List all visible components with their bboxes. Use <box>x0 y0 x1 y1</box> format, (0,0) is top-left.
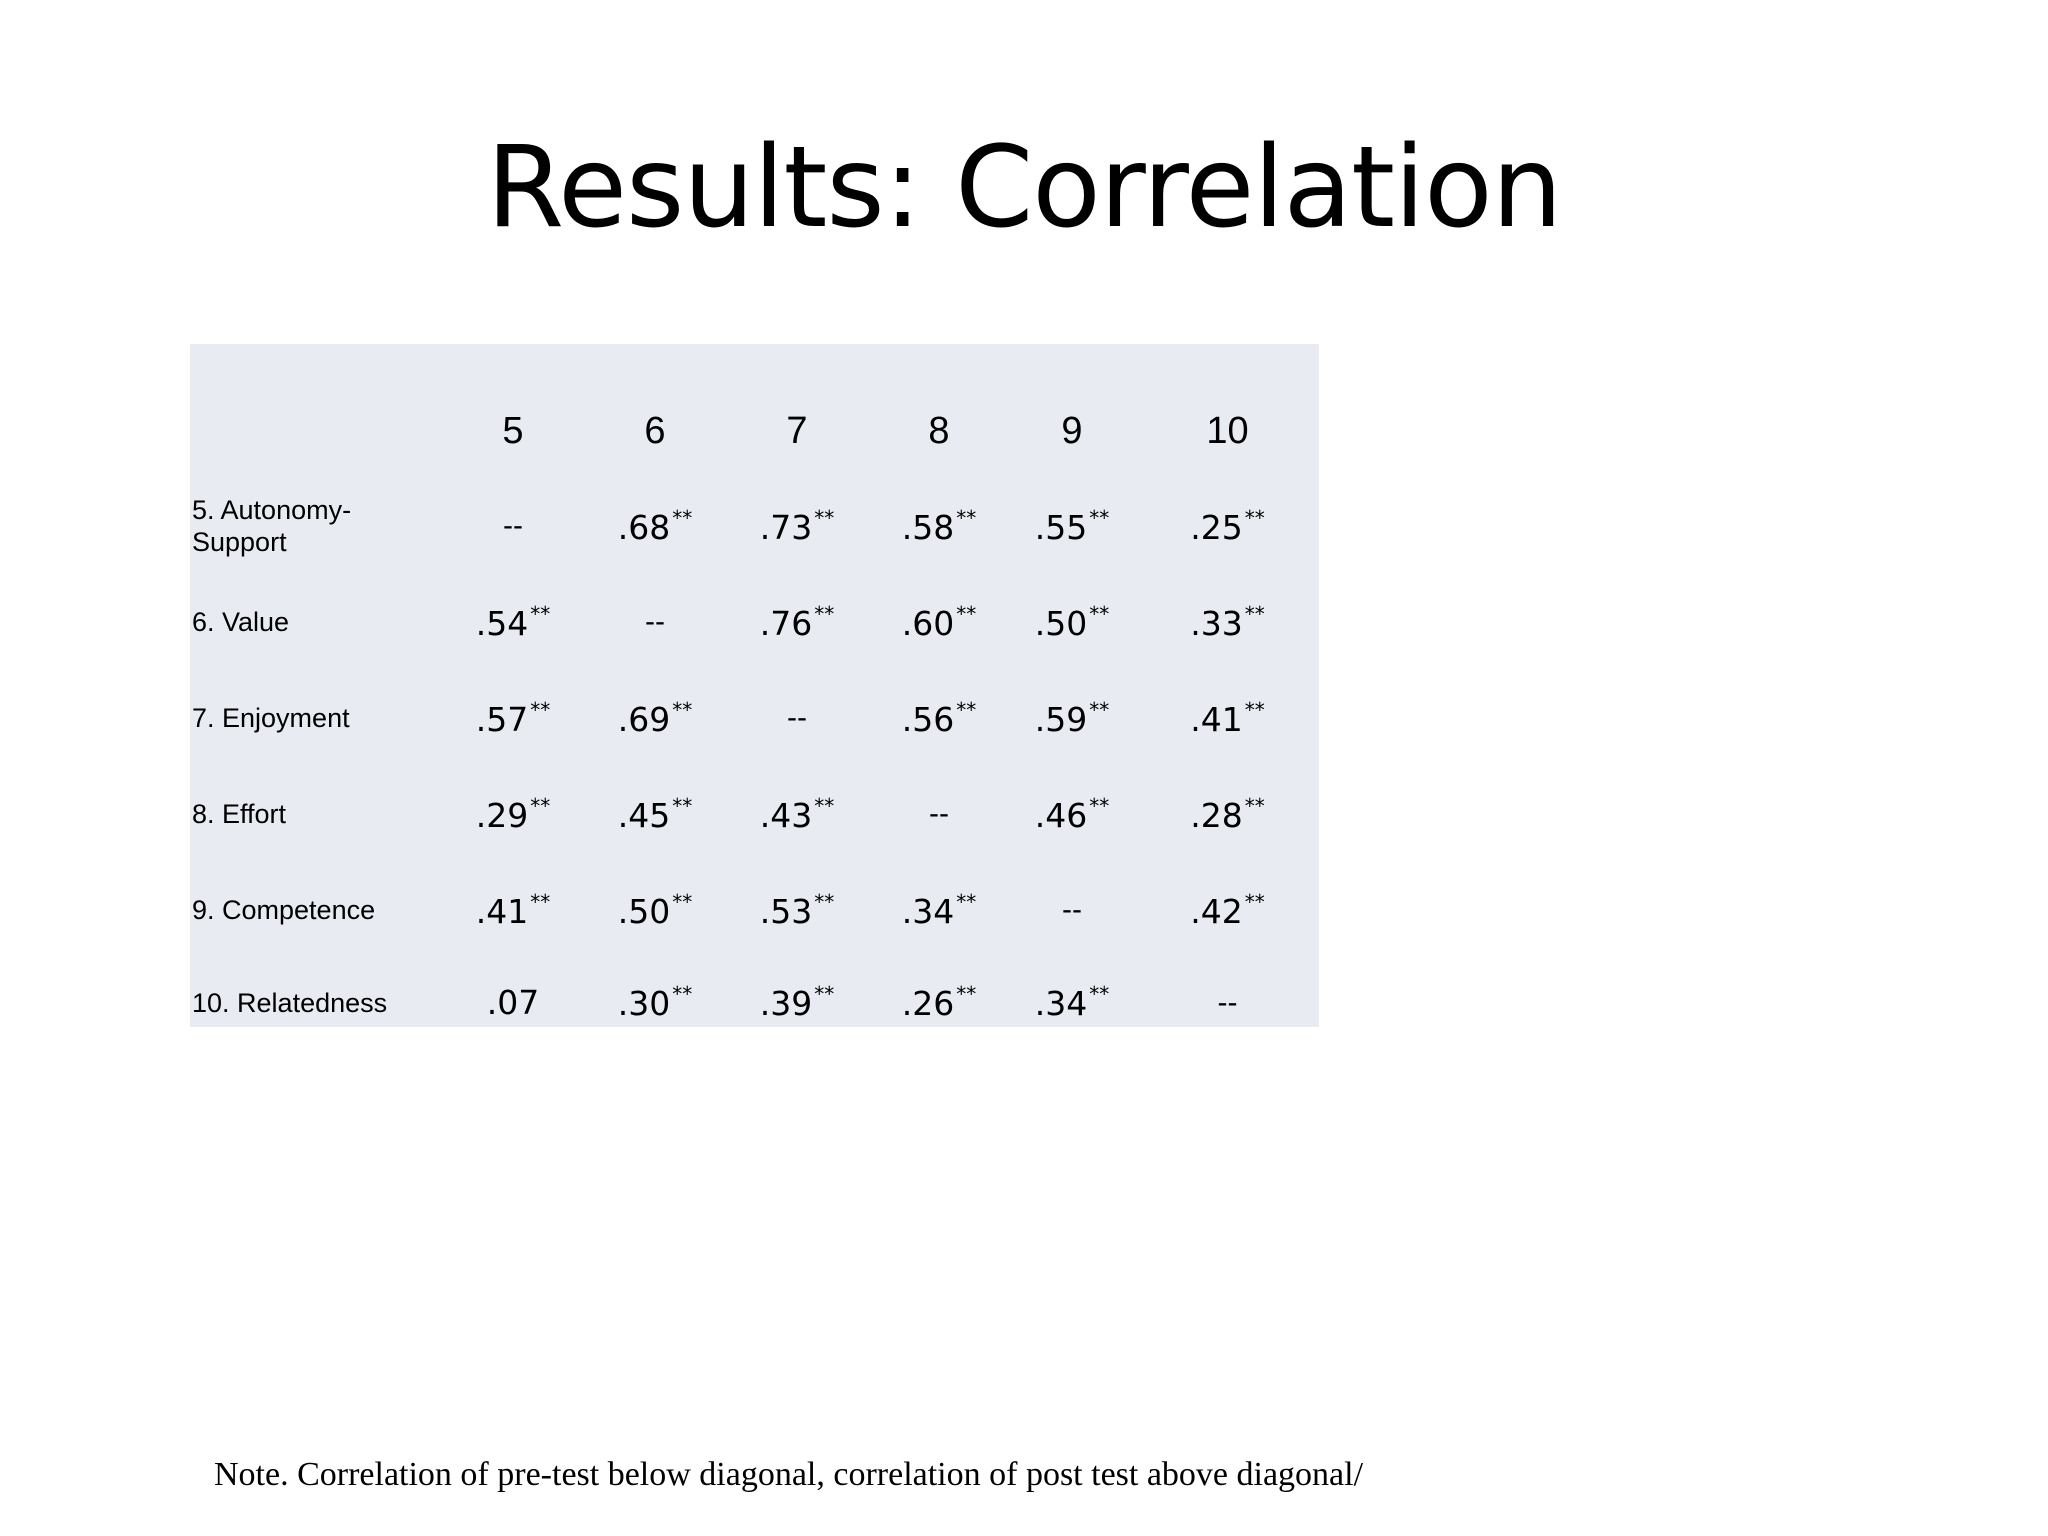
row-label-line: 7. Enjoyment <box>192 703 350 733</box>
significance-marker: ** <box>956 697 977 722</box>
significance-marker: ** <box>1089 982 1110 1006</box>
significance-marker: ** <box>956 982 977 1006</box>
correlation-value: .68 <box>617 507 671 547</box>
significance-marker: ** <box>530 601 551 626</box>
slide-title: Results: Correlation <box>486 123 1562 253</box>
row-label <box>190 574 440 670</box>
header-corner-cell <box>190 344 440 478</box>
correlation-cell <box>1136 862 1319 958</box>
correlation-value: .42 <box>1190 891 1243 931</box>
significance-marker: ** <box>530 889 551 914</box>
correlation-cell <box>1008 670 1136 766</box>
correlation-value: .50 <box>617 891 671 931</box>
correlation-value: .28 <box>1190 795 1243 835</box>
correlation-value: .50 <box>1034 603 1088 643</box>
column-header: 6 <box>644 409 666 452</box>
significance-marker: ** <box>1244 697 1265 722</box>
significance-marker: ** <box>814 505 835 530</box>
correlation-cell <box>870 574 1008 670</box>
correlation-table <box>190 344 1319 1047</box>
significance-marker: ** <box>672 793 693 818</box>
column-header: 10 <box>1206 409 1249 452</box>
table-row <box>190 862 1319 958</box>
table-row <box>190 958 1319 1047</box>
correlation-cell <box>870 766 1008 862</box>
column-header: 8 <box>928 409 950 452</box>
significance-marker: ** <box>672 889 693 914</box>
significance-marker: ** <box>530 697 551 722</box>
correlation-value: .30 <box>617 984 671 1023</box>
significance-marker: ** <box>1244 505 1265 530</box>
correlation-cell <box>724 574 870 670</box>
correlation-cell <box>586 862 724 958</box>
correlation-cell <box>870 958 1008 1047</box>
correlation-value: -- <box>787 701 807 734</box>
correlation-cell <box>586 478 724 574</box>
correlation-value: -- <box>645 605 665 638</box>
significance-marker: ** <box>1244 793 1265 818</box>
correlation-value: .07 <box>486 983 540 1022</box>
significance-marker: ** <box>1089 793 1110 818</box>
correlation-cell <box>1008 766 1136 862</box>
significance-marker: ** <box>672 505 693 530</box>
table-header-row <box>190 344 1319 478</box>
correlation-value: -- <box>1062 893 1082 926</box>
row-label <box>190 958 440 1047</box>
correlation-value: -- <box>929 797 949 830</box>
correlation-cell <box>1008 478 1136 574</box>
correlation-value: .41 <box>475 891 529 931</box>
correlation-value: .53 <box>759 891 813 931</box>
correlation-cell <box>1136 670 1319 766</box>
correlation-value: .59 <box>1034 699 1088 739</box>
correlation-value: .26 <box>901 984 955 1023</box>
significance-marker: ** <box>814 793 835 818</box>
correlation-cell <box>440 766 586 862</box>
correlation-cell <box>586 766 724 862</box>
correlation-cell <box>870 862 1008 958</box>
correlation-value: .58 <box>901 507 955 547</box>
significance-marker: ** <box>672 982 693 1006</box>
significance-marker: ** <box>814 982 835 1006</box>
significance-marker: ** <box>814 601 835 626</box>
correlation-cell <box>1008 862 1136 958</box>
correlation-value: .56 <box>901 699 955 739</box>
significance-marker: ** <box>956 889 977 914</box>
correlation-cell <box>440 958 586 1047</box>
significance-marker: ** <box>672 697 693 722</box>
row-label <box>190 862 440 958</box>
significance-marker: ** <box>814 889 835 914</box>
correlation-value: .43 <box>759 795 813 835</box>
column-header: 7 <box>786 409 808 452</box>
significance-marker: ** <box>1089 601 1110 626</box>
significance-marker: ** <box>956 601 977 626</box>
correlation-table-panel <box>190 344 1319 1027</box>
correlation-cell <box>724 478 870 574</box>
row-label-line: 9. Competence <box>192 895 376 925</box>
row-label-line: 5. Autonomy- <box>192 495 352 525</box>
row-label-line: 10. Relatedness <box>192 987 388 1018</box>
correlation-cell <box>724 670 870 766</box>
row-label-line: Support <box>192 527 287 557</box>
significance-marker: ** <box>1244 601 1265 626</box>
correlation-value: .60 <box>901 603 955 643</box>
correlation-value: .46 <box>1034 795 1088 835</box>
correlation-cell <box>440 862 586 958</box>
correlation-cell <box>1136 574 1319 670</box>
correlation-cell <box>1008 958 1136 1047</box>
correlation-value: .33 <box>1190 603 1243 643</box>
correlation-cell <box>870 670 1008 766</box>
correlation-cell <box>586 958 724 1047</box>
correlation-value: .41 <box>1190 699 1243 739</box>
correlation-cell <box>440 478 586 574</box>
correlation-cell <box>724 862 870 958</box>
significance-marker: ** <box>956 505 977 530</box>
correlation-value: .55 <box>1034 507 1088 547</box>
correlation-value: .76 <box>759 603 813 643</box>
significance-marker: ** <box>1089 697 1110 722</box>
row-label <box>190 766 440 862</box>
correlation-value: .54 <box>475 603 529 643</box>
correlation-cell <box>440 574 586 670</box>
significance-marker: ** <box>530 793 551 818</box>
correlation-cell <box>1136 478 1319 574</box>
correlation-value: .34 <box>1034 984 1088 1023</box>
correlation-cell <box>1136 766 1319 862</box>
correlation-cell <box>586 574 724 670</box>
correlation-value: .39 <box>759 984 813 1023</box>
column-header: 5 <box>502 409 524 452</box>
column-header: 9 <box>1061 409 1083 452</box>
row-label-line: 6. Value <box>192 607 290 637</box>
correlation-cell <box>1008 574 1136 670</box>
row-label <box>190 670 440 766</box>
correlation-value: -- <box>1217 985 1238 1019</box>
correlation-value: .25 <box>1190 507 1243 547</box>
correlation-value: .34 <box>901 891 955 931</box>
table-row <box>190 766 1319 862</box>
correlation-cell <box>1136 958 1319 1047</box>
row-label <box>190 478 440 574</box>
table-note: Note. Correlation of pre-test below diagonal, correlation of post test above diagonal/ <box>214 1456 1364 1493</box>
correlation-value: .57 <box>475 699 529 739</box>
correlation-cell <box>724 766 870 862</box>
correlation-value: .69 <box>617 699 671 739</box>
significance-marker: ** <box>1244 889 1265 914</box>
correlation-value: .29 <box>475 795 529 835</box>
table-row <box>190 670 1319 766</box>
significance-marker: ** <box>1089 505 1110 530</box>
correlation-cell <box>870 478 1008 574</box>
correlation-cell <box>724 958 870 1047</box>
table-row <box>190 478 1319 574</box>
correlation-value: .73 <box>759 507 813 547</box>
table-row <box>190 574 1319 670</box>
correlation-cell <box>440 670 586 766</box>
correlation-cell <box>586 670 724 766</box>
correlation-value: -- <box>503 509 523 542</box>
correlation-value: .45 <box>617 795 671 835</box>
row-label-line: 8. Effort <box>192 799 287 829</box>
